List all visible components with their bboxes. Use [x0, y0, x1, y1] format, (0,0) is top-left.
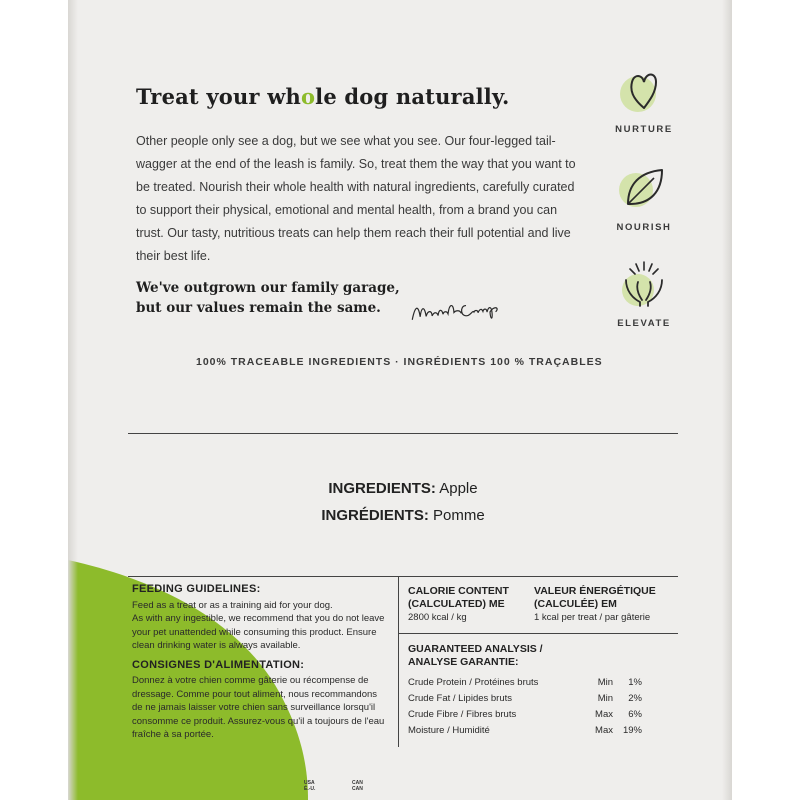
calorie-en: CALORIE CONTENT (CALCULATED) ME 2800 kcal / kg: [408, 585, 538, 623]
panel-vertical-divider: [398, 577, 399, 747]
calorie-fr: VALEUR ÉNERGÉTIQUE (CALCULÉE) EM 1 kcal per treat / par gâterie: [534, 585, 684, 623]
flag-label-can2: CAN: [352, 786, 363, 792]
section-divider: [128, 433, 678, 434]
heart-icon: [618, 64, 670, 116]
calorie-value-fr: 1 kcal per treat / par gâterie: [534, 612, 651, 623]
bag-edge-left: [68, 0, 78, 800]
analysis-title: GUARANTEED ANALYSIS / ANALYSE GARANTIE:: [408, 643, 543, 668]
feeding-text-en-1: Feed as a treat or as a training aid for your dog.: [132, 599, 333, 611]
slogan: [136, 278, 436, 318]
traceable-ingredients-banner: 100% TRACEABLE INGREDIENTS · INGRÉDIENTS 100 % TRAÇABLES: [196, 356, 603, 368]
ingredients-block: [128, 480, 678, 534]
flag-label-usa: USA: [304, 780, 315, 786]
analysis-row: Crude Protein / Protéines bruts Min 1%: [408, 677, 642, 688]
bag-edge-right: [722, 0, 732, 800]
slogan-line-2: but our values remain the same.: [136, 300, 381, 316]
analysis-row: Crude Fibre / Fibres bruts Max 6%: [408, 709, 642, 720]
value-label-elevate: ELEVATE: [617, 318, 671, 329]
value-label-nourish: NOURISH: [616, 222, 672, 233]
feeding-guidelines: [132, 583, 390, 748]
headline: Treat your whole dog naturally.: [136, 84, 510, 109]
feeding-text-en-2: As with any ingestible, we recommend that you do not leave your pet unattended while consuming this product. Ensure clean drinking water is always available.: [132, 613, 385, 651]
value-elevate: [606, 258, 682, 329]
analysis-row: Crude Fat / Lipides bruts Min 2%: [408, 693, 642, 704]
ingredients-en: INGREDIENTS: Apple: [328, 480, 478, 497]
feeding-title-en: FEEDING GUIDELINES:: [132, 583, 261, 595]
raised-hands-icon: [618, 258, 670, 310]
feeding-title-fr: CONSIGNES D'ALIMENTATION:: [132, 658, 305, 671]
ingredients-fr: INGRÉDIENTS: Pomme: [321, 507, 485, 524]
flag-label-eu: É.-U.: [304, 786, 316, 792]
feeding-text-fr: Donnez à votre chien comme gâterie ou récompense de dressage. Comme pour tout aliment, nous recommandons de ne jamais laisser votre chien sans surveillance lorsqu'il consomme ce produit. Assurez-vous qu'il a toujours de l'eau fraîche à sa portée.: [132, 675, 385, 740]
panel-horizontal-divider: [398, 633, 678, 634]
guaranteed-analysis: [408, 643, 670, 741]
value-nurture: [606, 64, 682, 135]
nutrition-panel: [128, 576, 678, 800]
leaf-icon: [618, 162, 670, 214]
flag-label-can: CAN: [352, 780, 363, 786]
brand-story-text: Other people only see a dog, but we see what you see. Our four-legged tail-wagger at the end of the leash is family. So, treat them the way that you want to be treated. Nourish their whole health with natural ingredients, carefully curated to support their physical, emotional and mental health, from a brand you can trust. Our tasty, nutritious treats can help them reach their full potential and live their best life.: [136, 134, 576, 263]
calorie-value-en: 2800 kcal / kg: [408, 612, 467, 623]
value-label-nurture: NURTURE: [615, 124, 673, 135]
analysis-row: Moisture / Humidité Max 19%: [408, 725, 642, 736]
slogan-line-1: We've outgrown our family garage,: [136, 280, 400, 296]
value-nourish: [606, 162, 682, 233]
